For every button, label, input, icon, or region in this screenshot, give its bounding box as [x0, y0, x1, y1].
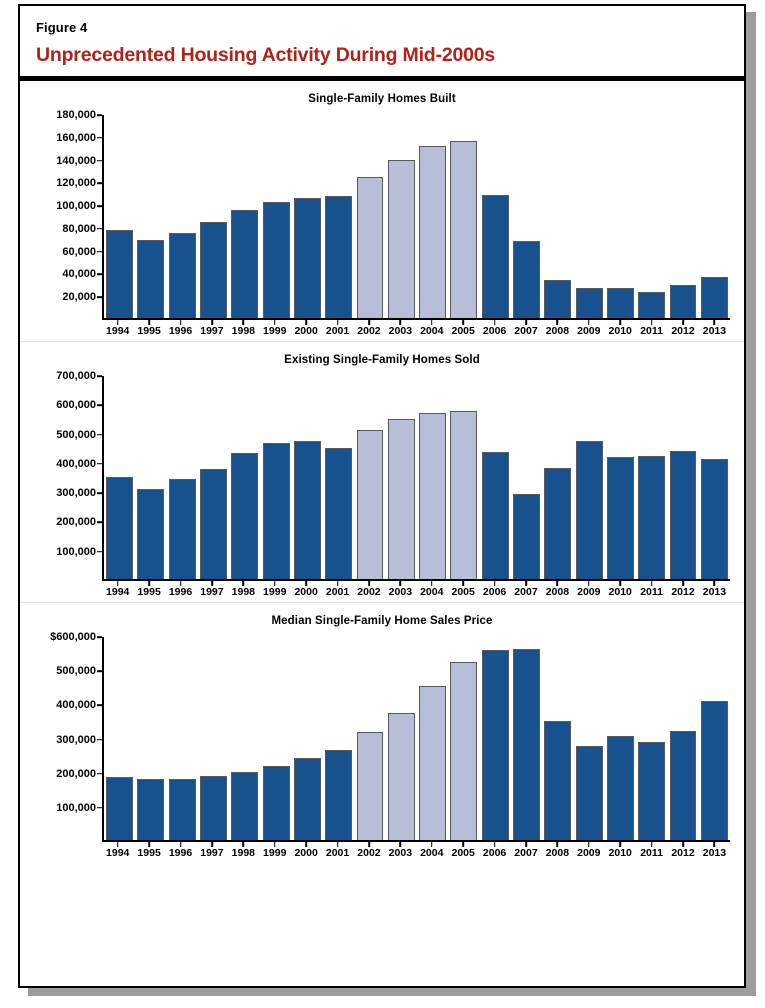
x-axis-spacer — [34, 581, 102, 598]
x-axis-tick-label: 2001 — [325, 586, 350, 598]
x-axis-tick-label: 2009 — [577, 586, 601, 598]
figure-title: Unprecedented Housing Activity During Mid-2000s — [36, 44, 496, 66]
bar-2009 — [576, 288, 603, 318]
x-axis-tick-label: 2006 — [482, 847, 507, 859]
x-axis-tick-label: 2011 — [638, 847, 665, 859]
x-axis-tick-label: 2005 — [451, 847, 475, 859]
x-axis-tick-label: 2000 — [294, 586, 318, 598]
x-axis-tick-label: 2007 — [514, 586, 538, 598]
x-axis-tick-label: 1995 — [137, 586, 161, 598]
y-axis — [34, 109, 102, 320]
x-axis-tick-label: 2005 — [451, 325, 475, 337]
bar-2011 — [638, 456, 665, 579]
y-axis-tick-label: 180,000 — [56, 109, 96, 121]
x-axis-tick-label: 2013 — [702, 325, 727, 337]
y-axis-tick-label: 140,000 — [56, 154, 96, 167]
x-axis-tick-label: 2006 — [482, 586, 507, 598]
x-axis-tick-label: 2002 — [357, 847, 381, 859]
y-axis-tick-label: 300,000 — [56, 733, 96, 746]
x-axis-tick-label: 2011 — [638, 325, 665, 337]
bar-2008 — [544, 280, 571, 318]
bar-2005 — [450, 662, 477, 840]
x-axis-tick-label: 1994 — [106, 325, 130, 337]
x-axis — [102, 581, 730, 598]
bar-1998 — [231, 210, 258, 318]
bar-2006 — [482, 650, 509, 840]
bar-2001 — [325, 196, 352, 318]
chart-title: Existing Single-Family Homes Sold — [284, 354, 480, 366]
y-axis — [34, 370, 102, 581]
x-axis-tick-label: 1996 — [168, 847, 193, 859]
x-axis-tick-label: 2008 — [545, 847, 570, 859]
plot-bars — [102, 637, 730, 842]
bar-2004 — [419, 413, 446, 579]
y-axis-tick-label: 160,000 — [56, 131, 96, 144]
x-axis-tick-label: 2013 — [702, 586, 727, 598]
chart-panel-homes-sold — [20, 341, 744, 602]
y-axis-tick-label: 200,000 — [56, 516, 96, 529]
x-axis-tick-label: 1995 — [137, 325, 161, 337]
bar-2000 — [294, 758, 321, 840]
bar-2011 — [638, 742, 665, 840]
x-axis-tick-label: 1999 — [263, 325, 287, 337]
y-axis-tick-label: 500,000 — [56, 665, 96, 678]
plot-bars — [102, 376, 730, 581]
bar-2013 — [701, 701, 728, 840]
y-axis-tick-label: $600,000 — [50, 631, 96, 643]
x-axis-tick-label: 1998 — [231, 325, 255, 337]
y-axis-tick-label: 300,000 — [56, 487, 96, 500]
bar-1997 — [200, 776, 227, 840]
bar-2009 — [576, 746, 603, 840]
x-axis-tick-label: 2009 — [577, 325, 601, 337]
x-axis-tick-label: 2003 — [388, 586, 413, 598]
x-axis-tick-label: 2002 — [357, 325, 381, 337]
chart-panels — [20, 81, 744, 863]
bar-2004 — [419, 686, 446, 840]
bar-2002 — [357, 430, 384, 579]
bar-1995 — [137, 489, 164, 579]
x-axis-tick-label: 2001 — [325, 325, 350, 337]
bar-2011 — [638, 292, 665, 318]
y-axis-tick-label: 80,000 — [62, 222, 96, 235]
x-axis-tick-label: 1999 — [263, 586, 287, 598]
bar-2009 — [576, 441, 603, 579]
x-axis-tick-label: 1997 — [200, 325, 224, 337]
bar-2007 — [513, 241, 540, 318]
bar-1996 — [169, 233, 196, 318]
x-axis-tick-label: 2004 — [420, 586, 444, 598]
x-axis-tick-label: 1997 — [200, 847, 224, 859]
y-axis-tick-label: 20,000 — [62, 291, 96, 304]
bar-1994 — [106, 477, 133, 579]
bar-2008 — [544, 468, 571, 579]
bar-2012 — [670, 731, 697, 840]
x-axis-tick-label: 2003 — [388, 325, 413, 337]
x-axis-tick-label: 2012 — [671, 847, 695, 859]
bar-1999 — [263, 443, 290, 579]
chart-title: Median Single-Family Home Sales Price — [271, 615, 493, 627]
bar-1995 — [137, 779, 164, 840]
y-axis-tick-label: 600,000 — [56, 399, 96, 412]
x-axis-tick-label: 1997 — [200, 586, 224, 598]
x-axis-tick-label: 1998 — [231, 586, 255, 598]
y-axis-tick-label: 100,000 — [56, 545, 96, 558]
bar-2012 — [670, 285, 697, 318]
x-axis-tick-label: 1996 — [168, 325, 193, 337]
x-axis-tick-label: 2008 — [545, 586, 570, 598]
figure-number: Figure 4 — [36, 20, 88, 35]
bar-2010 — [607, 288, 634, 318]
x-axis-tick-label: 2003 — [388, 847, 413, 859]
chart-panel-median-price — [20, 602, 744, 863]
bar-2000 — [294, 441, 321, 579]
x-axis-tick-label: 2012 — [671, 325, 695, 337]
bar-2012 — [670, 451, 697, 579]
bar-2010 — [607, 457, 634, 579]
x-axis-tick-label: 2013 — [702, 847, 727, 859]
x-axis-tick-label: 2011 — [638, 586, 665, 598]
x-axis-tick-label: 1996 — [168, 586, 193, 598]
y-axis-tick-label: 100,000 — [56, 801, 96, 814]
bar-2013 — [701, 277, 728, 318]
bar-2001 — [325, 448, 352, 579]
plot-bars — [102, 115, 730, 320]
x-axis-tick-label: 2010 — [608, 325, 632, 337]
bar-1998 — [231, 453, 258, 580]
bar-2007 — [513, 649, 540, 840]
y-axis-tick-label: 700,000 — [56, 370, 96, 382]
x-axis-tick-label: 2005 — [451, 586, 475, 598]
y-axis-tick-label: 400,000 — [56, 457, 96, 470]
bar-1997 — [200, 469, 227, 579]
bar-1997 — [200, 222, 227, 318]
x-axis-tick-label: 2001 — [325, 847, 350, 859]
x-axis-tick-label: 1994 — [106, 847, 130, 859]
bar-2006 — [482, 195, 509, 318]
plot-area — [34, 631, 730, 859]
bar-1994 — [106, 230, 133, 318]
x-axis-tick-label: 2007 — [514, 325, 538, 337]
plot-area — [34, 109, 730, 337]
bar-2006 — [482, 452, 509, 579]
y-axis-tick-label: 200,000 — [56, 767, 96, 780]
x-axis-tick-label: 2012 — [671, 586, 695, 598]
bar-2000 — [294, 198, 321, 318]
x-axis-tick-label: 1998 — [231, 847, 255, 859]
x-axis — [102, 842, 730, 859]
x-axis-tick-label: 2010 — [608, 847, 632, 859]
bar-2005 — [450, 141, 477, 318]
bar-2002 — [357, 177, 384, 318]
chart-panel-homes-built — [20, 81, 744, 341]
bar-2005 — [450, 411, 477, 579]
x-axis-tick-label: 1994 — [106, 586, 130, 598]
x-axis-tick-label: 1999 — [263, 847, 287, 859]
x-axis-tick-label: 2008 — [545, 325, 570, 337]
bar-2010 — [607, 736, 634, 840]
y-axis-tick-label: 100,000 — [56, 200, 96, 213]
bar-1995 — [137, 240, 164, 318]
bar-1999 — [263, 202, 290, 318]
y-axis-tick-label: 400,000 — [56, 699, 96, 712]
bar-1998 — [231, 772, 258, 840]
x-axis-tick-label: 2010 — [608, 586, 632, 598]
x-axis-tick-label: 2007 — [514, 847, 538, 859]
y-axis-tick-label: 40,000 — [62, 268, 96, 281]
bar-2002 — [357, 732, 384, 840]
figure-card — [18, 4, 746, 988]
y-axis-tick-label: 500,000 — [56, 428, 96, 441]
x-axis-tick-label: 2000 — [294, 847, 318, 859]
x-axis-tick-label: 2006 — [482, 325, 507, 337]
x-axis-tick-label: 2000 — [294, 325, 318, 337]
plot-area — [34, 370, 730, 598]
bar-1994 — [106, 777, 133, 840]
bar-2001 — [325, 750, 352, 840]
bar-1999 — [263, 766, 290, 840]
y-axis — [34, 631, 102, 842]
bar-2003 — [388, 419, 415, 579]
y-axis-tick-label: 120,000 — [56, 177, 96, 190]
figure-header — [20, 6, 744, 81]
x-axis-spacer — [34, 842, 102, 859]
bar-1996 — [169, 779, 196, 840]
bar-2003 — [388, 713, 415, 840]
bar-2007 — [513, 494, 540, 579]
x-axis-tick-label: 2009 — [577, 847, 601, 859]
x-axis-tick-label: 2004 — [420, 847, 444, 859]
x-axis-spacer — [34, 320, 102, 337]
bar-2008 — [544, 721, 571, 840]
y-axis-tick-label: 60,000 — [62, 245, 96, 258]
x-axis-tick-label: 2004 — [420, 325, 444, 337]
bar-2013 — [701, 459, 728, 579]
x-axis-tick-label: 1995 — [137, 847, 161, 859]
bar-2003 — [388, 160, 415, 318]
x-axis — [102, 320, 730, 337]
chart-title: Single-Family Homes Built — [308, 93, 456, 105]
bar-2004 — [419, 146, 446, 318]
x-axis-tick-label: 2002 — [357, 586, 381, 598]
bar-1996 — [169, 479, 196, 579]
